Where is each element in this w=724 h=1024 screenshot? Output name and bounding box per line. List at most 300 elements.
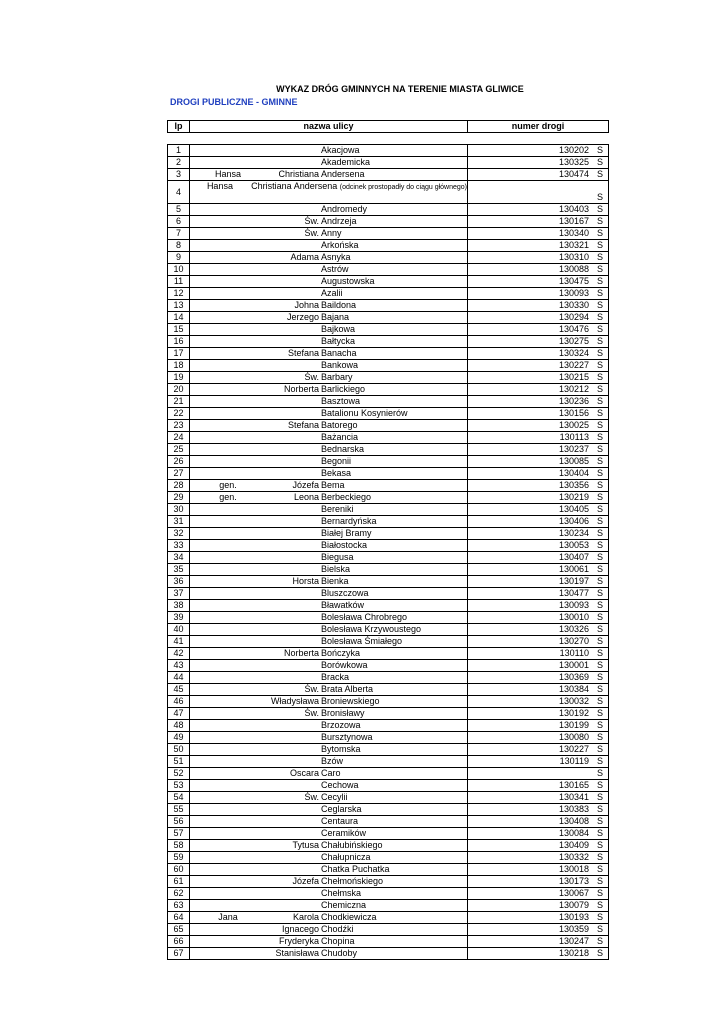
name-prefix xyxy=(190,516,266,527)
road-number-cell xyxy=(468,564,609,576)
road-category: S xyxy=(596,444,603,454)
name-prefix xyxy=(190,720,266,731)
given-name xyxy=(266,396,320,407)
given-name: Christiana xyxy=(278,169,319,179)
street-name-cell xyxy=(190,276,468,288)
street-name xyxy=(320,456,467,467)
street-name-text: Basztowa xyxy=(321,396,361,406)
given-name xyxy=(266,360,320,371)
road-number: 130199 xyxy=(558,720,589,730)
row-number: 41 xyxy=(168,636,190,648)
road-category: S xyxy=(596,768,603,778)
table-row xyxy=(168,264,609,276)
street-name xyxy=(320,408,467,419)
street-name-text: Astrów xyxy=(321,264,349,274)
row-number: 52 xyxy=(168,768,190,780)
road-number-cell xyxy=(468,744,609,756)
given-name: Johna xyxy=(294,300,319,310)
road-category: S xyxy=(596,648,603,658)
road-number-cell xyxy=(468,660,609,672)
name-prefix xyxy=(190,288,266,299)
street-name xyxy=(320,744,467,755)
road-number: 130018 xyxy=(558,864,589,874)
table-row xyxy=(168,696,609,708)
road-category: S xyxy=(596,516,603,526)
table-row xyxy=(168,828,609,840)
road-category: S xyxy=(596,276,603,286)
row-number: 65 xyxy=(168,924,190,936)
name-prefix xyxy=(190,564,266,575)
street-name xyxy=(320,876,467,887)
table-row xyxy=(168,348,609,360)
name-prefix xyxy=(190,732,266,743)
road-number-cell xyxy=(468,492,609,504)
street-name xyxy=(320,576,467,587)
document-subtitle: DROGI PUBLICZNE - GMINNE xyxy=(170,97,298,107)
road-number-cell xyxy=(468,732,609,744)
street-name-text: Arkońska xyxy=(321,240,359,250)
road-number: 130330 xyxy=(558,300,589,310)
road-category: S xyxy=(596,792,603,802)
road-category: S xyxy=(596,540,603,550)
street-name-text: Andrzeja xyxy=(321,216,357,226)
road-number-cell xyxy=(468,396,609,408)
road-number-cell xyxy=(468,432,609,444)
given-name: Horsta xyxy=(292,576,319,586)
road-number: 130247 xyxy=(558,936,589,946)
row-number: 5 xyxy=(168,204,190,216)
street-name-text: Chałupnicza xyxy=(321,852,371,862)
street-name xyxy=(320,348,467,359)
table-row xyxy=(168,564,609,576)
street-name-cell xyxy=(190,492,468,504)
street-name-text: Caro xyxy=(321,768,341,778)
street-name xyxy=(320,324,467,335)
road-number: 130234 xyxy=(558,528,589,538)
table-row xyxy=(168,900,609,912)
street-name-text: Bałtycka xyxy=(321,336,356,346)
table-row xyxy=(168,588,609,600)
road-number-cell xyxy=(468,336,609,348)
road-number: 130215 xyxy=(558,372,589,382)
name-prefix xyxy=(190,840,266,851)
row-number: 42 xyxy=(168,648,190,660)
street-name xyxy=(320,552,467,563)
given-name xyxy=(266,564,320,575)
table-row xyxy=(168,648,609,660)
given-name xyxy=(266,157,320,168)
road-number: 130475 xyxy=(558,276,589,286)
row-number: 21 xyxy=(168,396,190,408)
road-category: S xyxy=(596,948,603,958)
road-number: 130324 xyxy=(558,348,589,358)
street-name-text: Berbeckiego xyxy=(321,492,372,502)
row-number: 60 xyxy=(168,864,190,876)
row-number: 67 xyxy=(168,948,190,960)
name-prefix xyxy=(190,396,266,407)
given-name xyxy=(266,756,320,767)
table-row xyxy=(168,181,609,204)
name-prefix xyxy=(190,300,266,311)
street-name-cell xyxy=(190,360,468,372)
street-name-text: Borówkowa xyxy=(321,660,368,670)
street-name xyxy=(320,396,467,407)
road-number: 130384 xyxy=(558,684,589,694)
table-row xyxy=(168,420,609,432)
given-name xyxy=(266,324,320,335)
street-name-text: Akademicka xyxy=(321,157,371,167)
street-name-cell xyxy=(190,516,468,528)
row-number: 3 xyxy=(168,169,190,181)
street-name-text: Akacjowa xyxy=(321,145,360,155)
road-category: S xyxy=(596,348,603,358)
street-name xyxy=(320,468,467,479)
row-number: 7 xyxy=(168,228,190,240)
row-number: 15 xyxy=(168,324,190,336)
road-number-cell xyxy=(468,324,609,336)
given-name: Norberta xyxy=(283,384,319,394)
given-name: Św. xyxy=(304,708,319,718)
row-number: 23 xyxy=(168,420,190,432)
name-prefix xyxy=(190,816,266,827)
table-row xyxy=(168,145,609,157)
street-name xyxy=(320,756,467,767)
road-category: S xyxy=(596,684,603,694)
street-name-text: Chopina xyxy=(321,936,355,946)
street-name xyxy=(320,672,467,683)
street-name xyxy=(320,924,467,935)
street-name-cell xyxy=(190,720,468,732)
row-number: 57 xyxy=(168,828,190,840)
road-number: 130085 xyxy=(558,456,589,466)
table-row xyxy=(168,912,609,924)
row-number: 48 xyxy=(168,720,190,732)
road-number: 130218 xyxy=(558,948,589,958)
street-name xyxy=(320,480,467,491)
road-number-cell xyxy=(468,276,609,288)
road-category: S xyxy=(596,624,603,634)
road-number-cell xyxy=(468,852,609,864)
row-number: 11 xyxy=(168,276,190,288)
street-name-text: Cecylii xyxy=(321,792,348,802)
given-name: Christiana xyxy=(251,181,292,191)
road-number-cell xyxy=(468,840,609,852)
road-number-cell xyxy=(468,348,609,360)
given-name: Jerzego xyxy=(286,312,319,322)
street-name-cell xyxy=(190,792,468,804)
street-name-cell xyxy=(190,864,468,876)
table-row xyxy=(168,432,609,444)
road-number: 130113 xyxy=(559,432,589,442)
name-prefix xyxy=(190,324,266,335)
road-number-cell xyxy=(468,600,609,612)
name-prefix xyxy=(190,660,266,671)
street-name-text: Bracka xyxy=(321,672,350,682)
given-name xyxy=(266,660,320,671)
name-prefix xyxy=(190,276,266,287)
row-number: 39 xyxy=(168,612,190,624)
road-number: 130474 xyxy=(558,169,589,179)
street-name-cell xyxy=(190,768,468,780)
given-name: Ignacego xyxy=(281,924,319,934)
street-name-text: Andersena xyxy=(321,169,365,179)
given-name xyxy=(266,864,320,875)
row-number: 33 xyxy=(168,540,190,552)
street-name-cell xyxy=(190,900,468,912)
street-name-cell xyxy=(190,456,468,468)
road-category: S xyxy=(596,888,603,898)
given-name xyxy=(266,636,320,647)
road-category: S xyxy=(596,912,603,922)
street-name-text: Ceglarska xyxy=(321,804,362,814)
row-number: 66 xyxy=(168,936,190,948)
given-name: Stanisława xyxy=(275,948,319,958)
road-number-cell xyxy=(468,636,609,648)
road-number-cell xyxy=(468,612,609,624)
road-number: 130093 xyxy=(558,600,589,610)
road-number-cell xyxy=(468,516,609,528)
road-number-cell xyxy=(468,384,609,396)
road-number: 130310 xyxy=(558,252,589,262)
table-row xyxy=(168,240,609,252)
street-name xyxy=(320,852,467,863)
table-row xyxy=(168,576,609,588)
road-number-cell xyxy=(468,228,609,240)
name-prefix xyxy=(190,924,266,935)
road-number: 130341 xyxy=(558,792,589,802)
given-name: Karola xyxy=(292,912,319,922)
road-category: S xyxy=(596,612,603,622)
road-category: S xyxy=(596,696,603,706)
street-name-text: Bolesława Chrobrego xyxy=(321,612,408,622)
road-category: S xyxy=(596,504,603,514)
row-number: 59 xyxy=(168,852,190,864)
street-name xyxy=(320,372,467,383)
street-name-text: Bema xyxy=(321,480,345,490)
street-name-cell xyxy=(190,804,468,816)
table-row xyxy=(168,396,609,408)
street-name xyxy=(320,516,467,527)
street-name-cell xyxy=(190,420,468,432)
table-row xyxy=(168,408,609,420)
street-name-cell xyxy=(190,564,468,576)
table-row xyxy=(168,312,609,324)
name-prefix xyxy=(190,540,266,551)
given-name: Św. xyxy=(304,228,319,238)
road-number-cell xyxy=(468,648,609,660)
name-prefix xyxy=(190,456,266,467)
road-number-cell xyxy=(468,264,609,276)
road-number: 130032 xyxy=(558,696,589,706)
street-name xyxy=(320,276,467,287)
row-number: 56 xyxy=(168,816,190,828)
road-category: S xyxy=(596,828,603,838)
name-prefix xyxy=(190,684,266,695)
table-row xyxy=(168,252,609,264)
road-number: 130079 xyxy=(558,900,589,910)
header-street-name: nazwa ulicy xyxy=(190,121,468,133)
road-number: 130369 xyxy=(558,672,589,682)
road-number: 130173 xyxy=(558,876,589,886)
street-name-cell xyxy=(190,636,468,648)
roads-table xyxy=(167,144,609,960)
road-number-cell xyxy=(468,312,609,324)
road-number: 130227 xyxy=(558,360,589,370)
street-name-text: Chałubińskiego xyxy=(321,840,383,850)
row-number: 27 xyxy=(168,468,190,480)
road-category: S xyxy=(596,240,603,250)
road-category: S xyxy=(596,468,603,478)
row-number: 13 xyxy=(168,300,190,312)
street-name xyxy=(320,936,467,947)
street-name xyxy=(320,636,467,647)
street-name xyxy=(320,696,467,707)
row-number: 18 xyxy=(168,360,190,372)
road-number-cell xyxy=(468,157,609,169)
road-number: 130084 xyxy=(558,828,589,838)
street-name-cell xyxy=(190,684,468,696)
row-number: 55 xyxy=(168,804,190,816)
row-number: 9 xyxy=(168,252,190,264)
road-number: 130025 xyxy=(558,420,589,430)
street-name-text: Chatka Puchatka xyxy=(321,864,390,874)
road-number: 130407 xyxy=(558,552,589,562)
road-category: S xyxy=(596,588,603,598)
street-name-cell xyxy=(190,732,468,744)
road-number: 130197 xyxy=(558,576,589,586)
street-name-cell xyxy=(190,696,468,708)
street-name xyxy=(320,732,467,743)
road-number-cell xyxy=(468,588,609,600)
row-number: 58 xyxy=(168,840,190,852)
table-row xyxy=(168,792,609,804)
name-prefix: Hansa xyxy=(206,181,233,191)
street-name-text: Baildona xyxy=(321,300,357,310)
street-name-cell xyxy=(190,252,468,264)
road-category: S xyxy=(596,636,603,646)
header-lp: lp xyxy=(168,121,190,133)
road-number-cell xyxy=(468,780,609,792)
street-name-cell xyxy=(190,672,468,684)
street-name-text: Centaura xyxy=(321,816,359,826)
table-row xyxy=(168,516,609,528)
street-name-cell xyxy=(190,948,468,960)
table-row xyxy=(168,888,609,900)
name-prefix xyxy=(190,372,266,383)
street-name-cell xyxy=(190,600,468,612)
name-prefix xyxy=(190,648,266,659)
road-number: 130110 xyxy=(559,648,589,658)
given-name xyxy=(266,276,320,287)
given-name xyxy=(266,204,320,215)
given-name: Józefa xyxy=(292,876,319,886)
street-name-text: Cechowa xyxy=(321,780,359,790)
road-number: 130409 xyxy=(558,840,589,850)
row-number: 40 xyxy=(168,624,190,636)
table-row xyxy=(168,684,609,696)
name-prefix xyxy=(190,228,266,239)
street-name xyxy=(320,720,467,731)
street-name-text: Bławatków xyxy=(321,600,365,610)
name-prefix xyxy=(190,828,266,839)
street-name xyxy=(320,264,467,275)
road-number: 130340 xyxy=(558,228,589,238)
road-number: 130192 xyxy=(558,708,589,718)
road-category: S xyxy=(596,924,603,934)
road-number-cell xyxy=(468,684,609,696)
road-number: 130212 xyxy=(558,384,589,394)
name-prefix xyxy=(190,864,266,875)
street-name-text: Begonii xyxy=(321,456,352,466)
name-prefix xyxy=(190,576,266,587)
street-name xyxy=(320,444,467,455)
street-name-cell xyxy=(190,588,468,600)
street-name-cell xyxy=(190,888,468,900)
row-number: 34 xyxy=(168,552,190,564)
road-number: 130356 xyxy=(558,480,589,490)
street-name-text: Chełmska xyxy=(321,888,362,898)
street-name-cell xyxy=(190,216,468,228)
road-number-cell xyxy=(468,876,609,888)
street-name-cell xyxy=(190,936,468,948)
road-number: 130404 xyxy=(558,468,589,478)
road-category: S xyxy=(596,228,603,238)
given-name xyxy=(266,288,320,299)
road-number-cell xyxy=(468,540,609,552)
road-number-cell xyxy=(468,924,609,936)
street-name xyxy=(320,240,467,251)
street-name-cell xyxy=(190,336,468,348)
road-category: S xyxy=(596,840,603,850)
name-prefix xyxy=(190,948,266,959)
given-name: Św. xyxy=(304,792,319,802)
road-number-cell xyxy=(468,864,609,876)
given-name xyxy=(266,552,320,563)
given-name xyxy=(266,432,320,443)
street-name-cell xyxy=(190,528,468,540)
road-category: S xyxy=(596,432,603,442)
given-name: Stefana xyxy=(287,348,319,358)
road-number-cell xyxy=(468,792,609,804)
street-name xyxy=(320,540,467,551)
street-name-text: Broniewskiego xyxy=(321,696,380,706)
row-number: 36 xyxy=(168,576,190,588)
table-row xyxy=(168,840,609,852)
street-name-text: Bolesława Krzywoustego xyxy=(321,624,422,634)
road-category: S xyxy=(596,672,603,682)
road-number: 130275 xyxy=(558,336,589,346)
given-name: Stefana xyxy=(287,420,319,430)
street-name xyxy=(320,145,467,156)
road-number-cell xyxy=(468,468,609,480)
row-number: 20 xyxy=(168,384,190,396)
street-name xyxy=(320,588,467,599)
table-row xyxy=(168,528,609,540)
street-name-cell xyxy=(190,840,468,852)
street-name xyxy=(320,228,467,239)
road-number-cell xyxy=(468,288,609,300)
street-name-text: Brata Alberta xyxy=(321,684,374,694)
street-name-cell xyxy=(190,348,468,360)
given-name xyxy=(266,828,320,839)
table-row xyxy=(168,157,609,169)
road-number: 130359 xyxy=(558,924,589,934)
given-name xyxy=(266,852,320,863)
row-number: 25 xyxy=(168,444,190,456)
name-prefix xyxy=(190,336,266,347)
name-prefix xyxy=(190,852,266,863)
street-name xyxy=(320,900,467,911)
